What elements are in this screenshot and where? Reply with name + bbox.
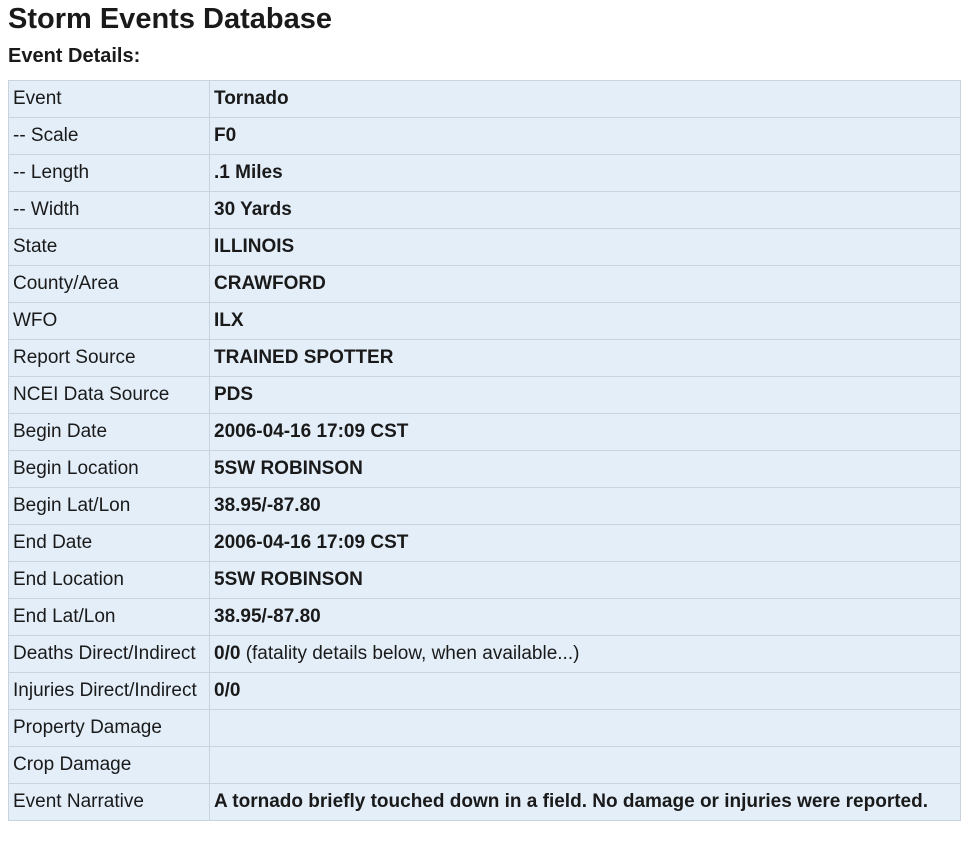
row-value-cell <box>210 192 961 229</box>
row-label: Begin Location <box>9 451 210 488</box>
row-label: Property Damage <box>9 710 210 747</box>
row-label: Begin Date <box>9 414 210 451</box>
row-note: (fatality details below, when available...) <box>240 643 580 664</box>
table-row <box>9 599 961 636</box>
table-row <box>9 414 961 451</box>
row-label: Injuries Direct/Indirect <box>9 673 210 710</box>
row-label: -- Length <box>9 155 210 192</box>
row-value-cell <box>210 266 961 303</box>
row-label: End Location <box>9 562 210 599</box>
row-value-cell <box>210 488 961 525</box>
row-label: Event Narrative <box>9 784 210 821</box>
row-value-cell <box>210 673 961 710</box>
table-row <box>9 562 961 599</box>
table-row <box>9 155 961 192</box>
row-value-cell <box>210 636 961 673</box>
row-value: A tornado briefly touched down in a field. No damage or injuries were reported. <box>214 791 929 812</box>
row-value-cell <box>210 562 961 599</box>
row-value: .1 Miles <box>214 162 283 183</box>
table-row <box>9 710 961 747</box>
table-row <box>9 747 961 784</box>
row-label: Report Source <box>9 340 210 377</box>
table-row <box>9 303 961 340</box>
row-value: 38.95/-87.80 <box>214 606 321 627</box>
row-label: Crop Damage <box>9 747 210 784</box>
event-details-body <box>9 81 961 821</box>
row-value-cell <box>210 118 961 155</box>
row-value-cell <box>210 784 961 821</box>
row-value: 38.95/-87.80 <box>214 495 321 516</box>
row-label: End Lat/Lon <box>9 599 210 636</box>
table-row <box>9 81 961 118</box>
row-value-cell <box>210 414 961 451</box>
row-label: Deaths Direct/Indirect <box>9 636 210 673</box>
row-value-cell <box>210 747 961 784</box>
row-value: ILX <box>214 310 244 331</box>
row-value-cell <box>210 81 961 118</box>
row-value-cell <box>210 229 961 266</box>
table-row <box>9 488 961 525</box>
page-title: Storm Events Database <box>8 3 332 35</box>
table-row <box>9 784 961 821</box>
table-row <box>9 636 961 673</box>
table-row <box>9 118 961 155</box>
row-value-cell <box>210 710 961 747</box>
row-value-cell <box>210 303 961 340</box>
row-label: Begin Lat/Lon <box>9 488 210 525</box>
row-label: WFO <box>9 303 210 340</box>
row-value: 0/0 <box>214 680 241 701</box>
table-row <box>9 525 961 562</box>
table-row <box>9 229 961 266</box>
row-value: F0 <box>214 125 237 146</box>
row-value-cell <box>210 599 961 636</box>
row-label: NCEI Data Source <box>9 377 210 414</box>
table-row <box>9 192 961 229</box>
row-label: End Date <box>9 525 210 562</box>
row-value-cell <box>210 525 961 562</box>
table-row <box>9 266 961 303</box>
row-label: -- Scale <box>9 118 210 155</box>
row-label: Event <box>9 81 210 118</box>
row-value: PDS <box>214 384 254 405</box>
row-value-cell <box>210 377 961 414</box>
table-row <box>9 377 961 414</box>
row-value: 2006-04-16 17:09 CST <box>214 532 409 553</box>
row-value-cell <box>210 155 961 192</box>
table-row <box>9 451 961 488</box>
row-value-cell <box>210 340 961 377</box>
table-row <box>9 673 961 710</box>
row-label: -- Width <box>9 192 210 229</box>
section-heading: Event Details: <box>8 45 141 67</box>
table-row <box>9 340 961 377</box>
row-label: State <box>9 229 210 266</box>
row-value: ILLINOIS <box>214 236 295 257</box>
row-value: Tornado <box>214 88 289 109</box>
row-value: 2006-04-16 17:09 CST <box>214 421 409 442</box>
row-value: 30 Yards <box>214 199 292 220</box>
row-label: County/Area <box>9 266 210 303</box>
row-value: 5SW ROBINSON <box>214 569 363 590</box>
row-value: TRAINED SPOTTER <box>214 347 394 368</box>
event-details-table <box>8 80 961 821</box>
row-value: 0/0 <box>214 643 241 664</box>
row-value: CRAWFORD <box>214 273 326 294</box>
row-value: 5SW ROBINSON <box>214 458 363 479</box>
row-value-cell <box>210 451 961 488</box>
